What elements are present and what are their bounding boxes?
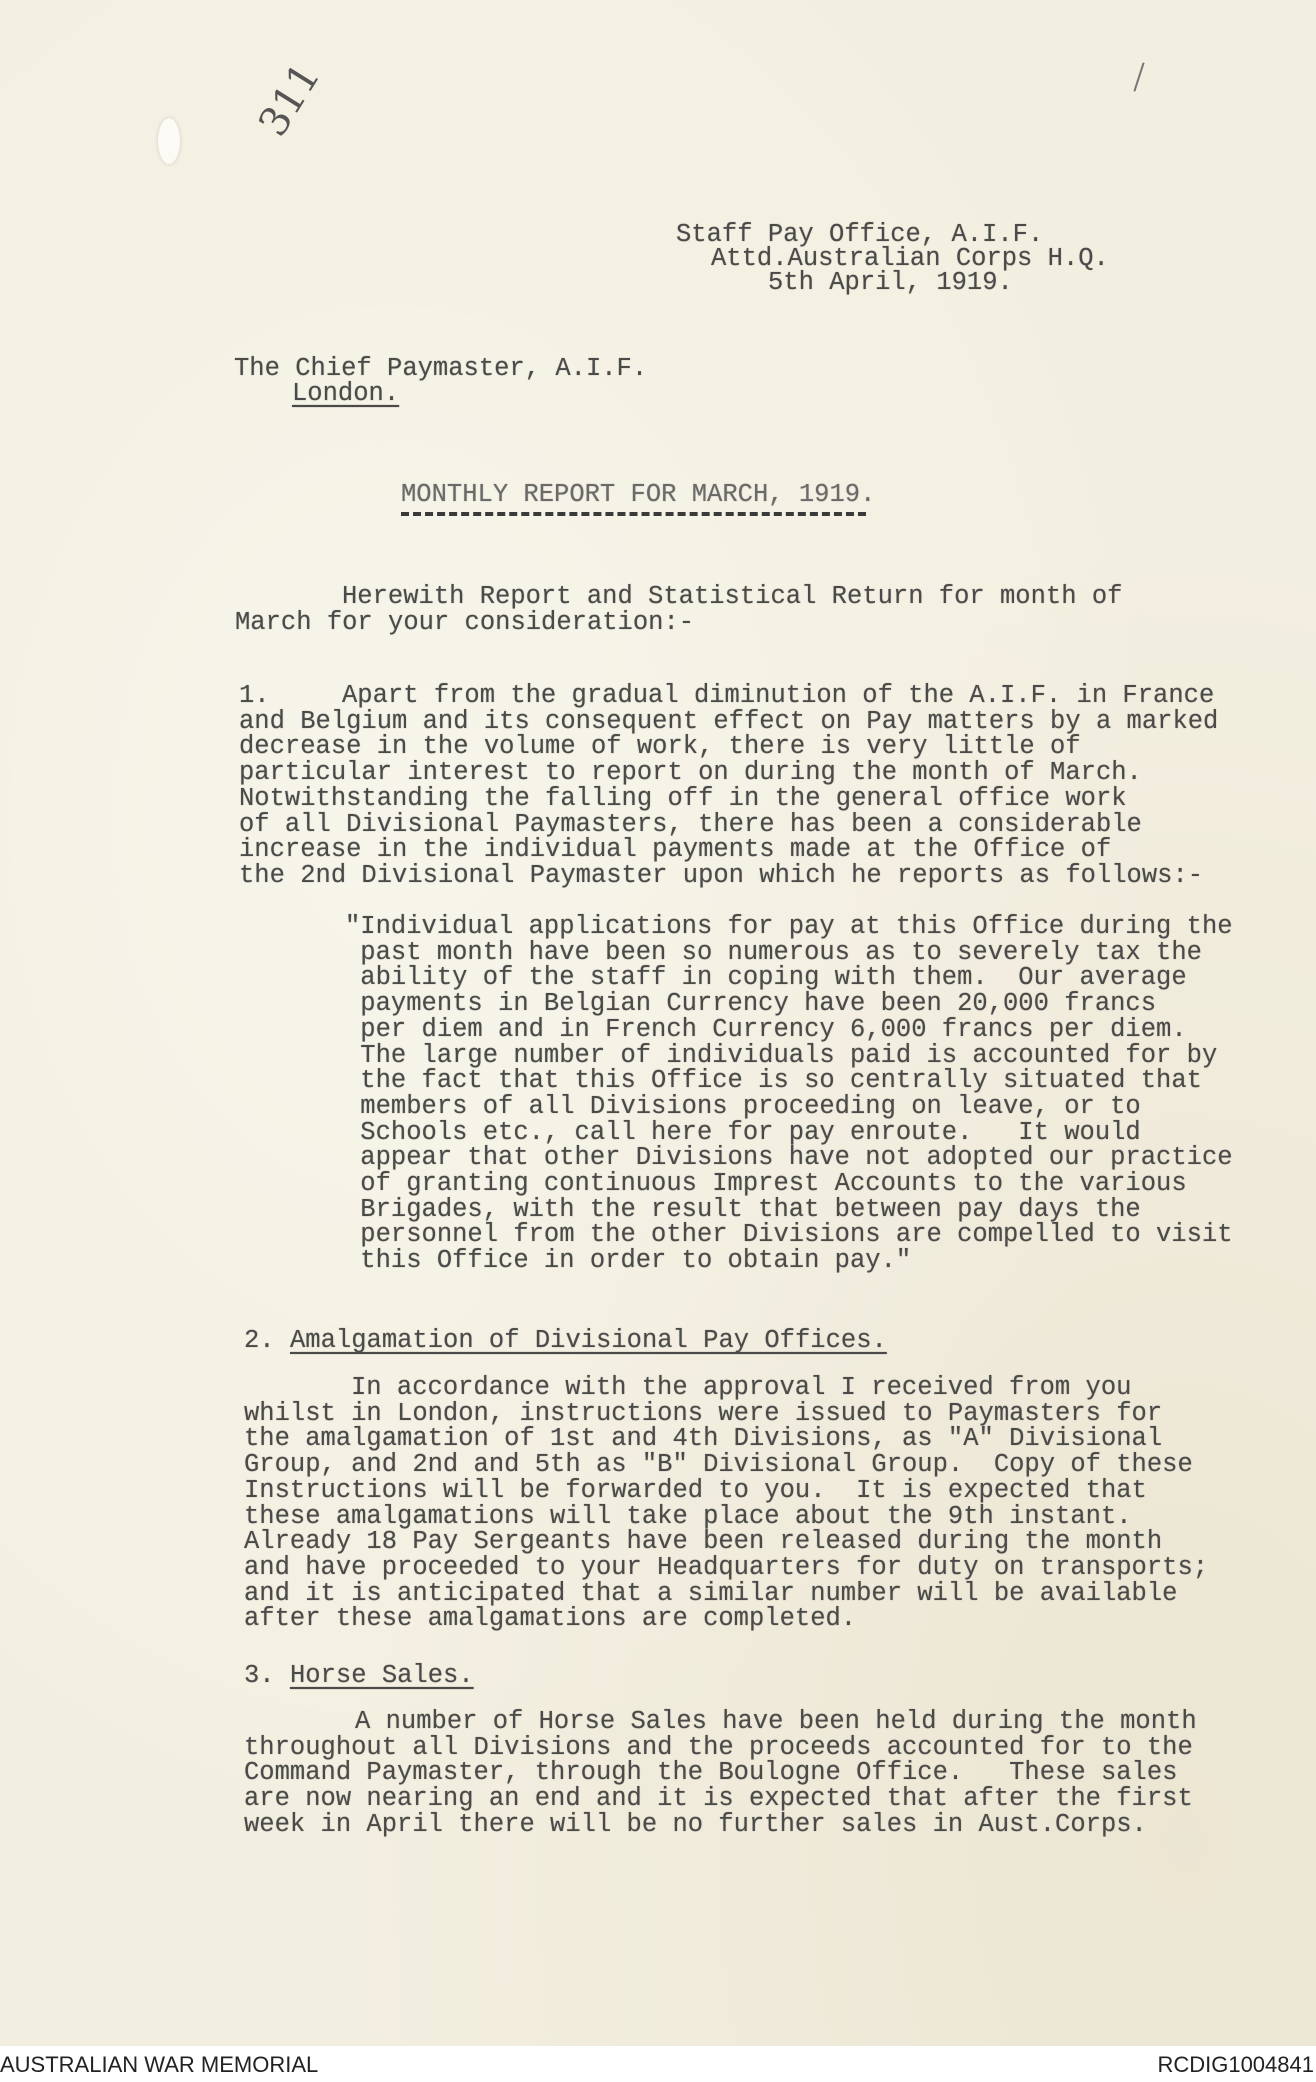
date-line: 5th April, 1919.: [768, 268, 1013, 297]
punch-hole: [158, 118, 180, 164]
sender-line-2: Attd.Australian Corps H.Q.: [711, 244, 1109, 273]
intro-line-1: Herewith Report and Statistical Return for month of: [342, 582, 1123, 611]
text-line: A number of Horse Sales have been held during the month: [355, 1707, 1197, 1736]
quote-line: the fact that this Office is so centrally situated that: [345, 1066, 1202, 1096]
quote-line: members of all Divisions proceeding on leave, or to: [345, 1091, 1141, 1121]
archive-footer: [0, 2046, 1316, 2082]
handwritten-folio-number: 311: [250, 55, 330, 145]
quote-line: past month have been so numerous as to severely tax the: [345, 937, 1202, 967]
quote-line: Schools etc., call here for pay enroute. It would: [345, 1117, 1141, 1147]
section3-body: [244, 1709, 1197, 1838]
quote-line: appear that other Divisions have not adopted our practice: [345, 1143, 1233, 1173]
text-line: and Belgium and its consequent effect on Pay matters by a marked: [239, 706, 1219, 736]
section3-heading: Horse Sales.: [290, 1661, 474, 1690]
text-line: increase in the individual payments made at the Office of: [239, 835, 1112, 865]
quote-line: ability of the staff in coping with them. Our average: [345, 963, 1187, 993]
text-line: Notwithstanding the falling off in the general office work: [239, 783, 1127, 813]
text-line: Command Paymaster, through the Boulogne Office. These sales: [244, 1758, 1178, 1788]
text-line: In accordance with the approval I received from you: [351, 1373, 1132, 1402]
quoted-report: [345, 914, 1233, 1274]
sender-line-1: Staff Pay Office, A.I.F.: [676, 220, 1044, 249]
section2-body: [244, 1375, 1208, 1632]
text-line: and it is anticipated that a similar number will be available: [244, 1578, 1178, 1608]
section2-number: 2.: [244, 1326, 275, 1355]
text-line: and have proceeded to your Headquarters for duty on transports;: [244, 1552, 1209, 1582]
text-line: week in April there will be no further sales in Aust.Corps.: [244, 1809, 1147, 1839]
recipient-line-1: The Chief Paymaster, A.I.F.: [234, 354, 648, 383]
text-line: decrease in the volume of work, there is very little of: [239, 732, 1081, 762]
footer-institution: AUSTRALIAN WAR MEMORIAL: [0, 2052, 319, 2077]
footer-record-id: RCDIG1004841: [1157, 2052, 1314, 2077]
para1-number: 1.: [239, 681, 270, 710]
quote-line: Brigades, with the result that between pay days the: [345, 1194, 1141, 1224]
text-line: the 2nd Divisional Paymaster upon which he reports as follows:-: [239, 860, 1204, 890]
pencil-mark: [1133, 62, 1144, 91]
quote-line: "Individual applications for pay at this Office during the: [345, 912, 1233, 941]
section2-heading: Amalgamation of Divisional Pay Offices.: [290, 1326, 887, 1355]
quote-line: The large number of individuals paid is accounted for by: [345, 1040, 1218, 1070]
intro-line-2: March for your consideration:-: [235, 608, 695, 637]
text-line: of all Divisional Paymasters, there has been a considerable: [239, 809, 1142, 839]
section3-number: 3.: [244, 1661, 275, 1690]
quote-line: this Office in order to obtain pay.": [345, 1246, 912, 1276]
text-line: after these amalgamations are completed.: [244, 1604, 857, 1634]
text-line: Instructions will be forwarded to you. It is expected that: [244, 1475, 1147, 1505]
text-line: particular interest to report on during the month of March.: [239, 758, 1142, 788]
para1-body: [239, 683, 1218, 889]
text-line: Group, and 2nd and 5th as "B" Divisional Group. Copy of these: [244, 1450, 1193, 1480]
text-line: are now nearing an end and it is expected that after the first: [244, 1784, 1193, 1814]
title-underline: [401, 512, 866, 516]
text-line: Apart from the gradual diminution of the A.I.F. in France: [342, 681, 1215, 710]
quote-line: payments in Belgian Currency have been 20,000 francs: [345, 989, 1157, 1019]
text-line: these amalgamations will take place about the 9th instant.: [244, 1501, 1132, 1531]
text-line: throughout all Divisions and the proceeds accounted for to the: [244, 1732, 1193, 1762]
recipient-line-2: London.: [292, 379, 400, 408]
text-line: whilst in London, instructions were issued to Paymasters for: [244, 1398, 1163, 1428]
text-line: Already 18 Pay Sergeants have been released during the month: [244, 1527, 1163, 1557]
text-line: the amalgamation of 1st and 4th Divisions, as "A" Divisional: [244, 1424, 1163, 1454]
quote-line: of granting continuous Imprest Accounts to the various: [345, 1169, 1187, 1199]
quote-line: per diem and in French Currency 6,000 francs per diem.: [345, 1014, 1187, 1044]
document-title: MONTHLY REPORT FOR MARCH, 1919.: [401, 480, 876, 509]
quote-line: personnel from the other Divisions are compelled to visit: [345, 1220, 1233, 1250]
